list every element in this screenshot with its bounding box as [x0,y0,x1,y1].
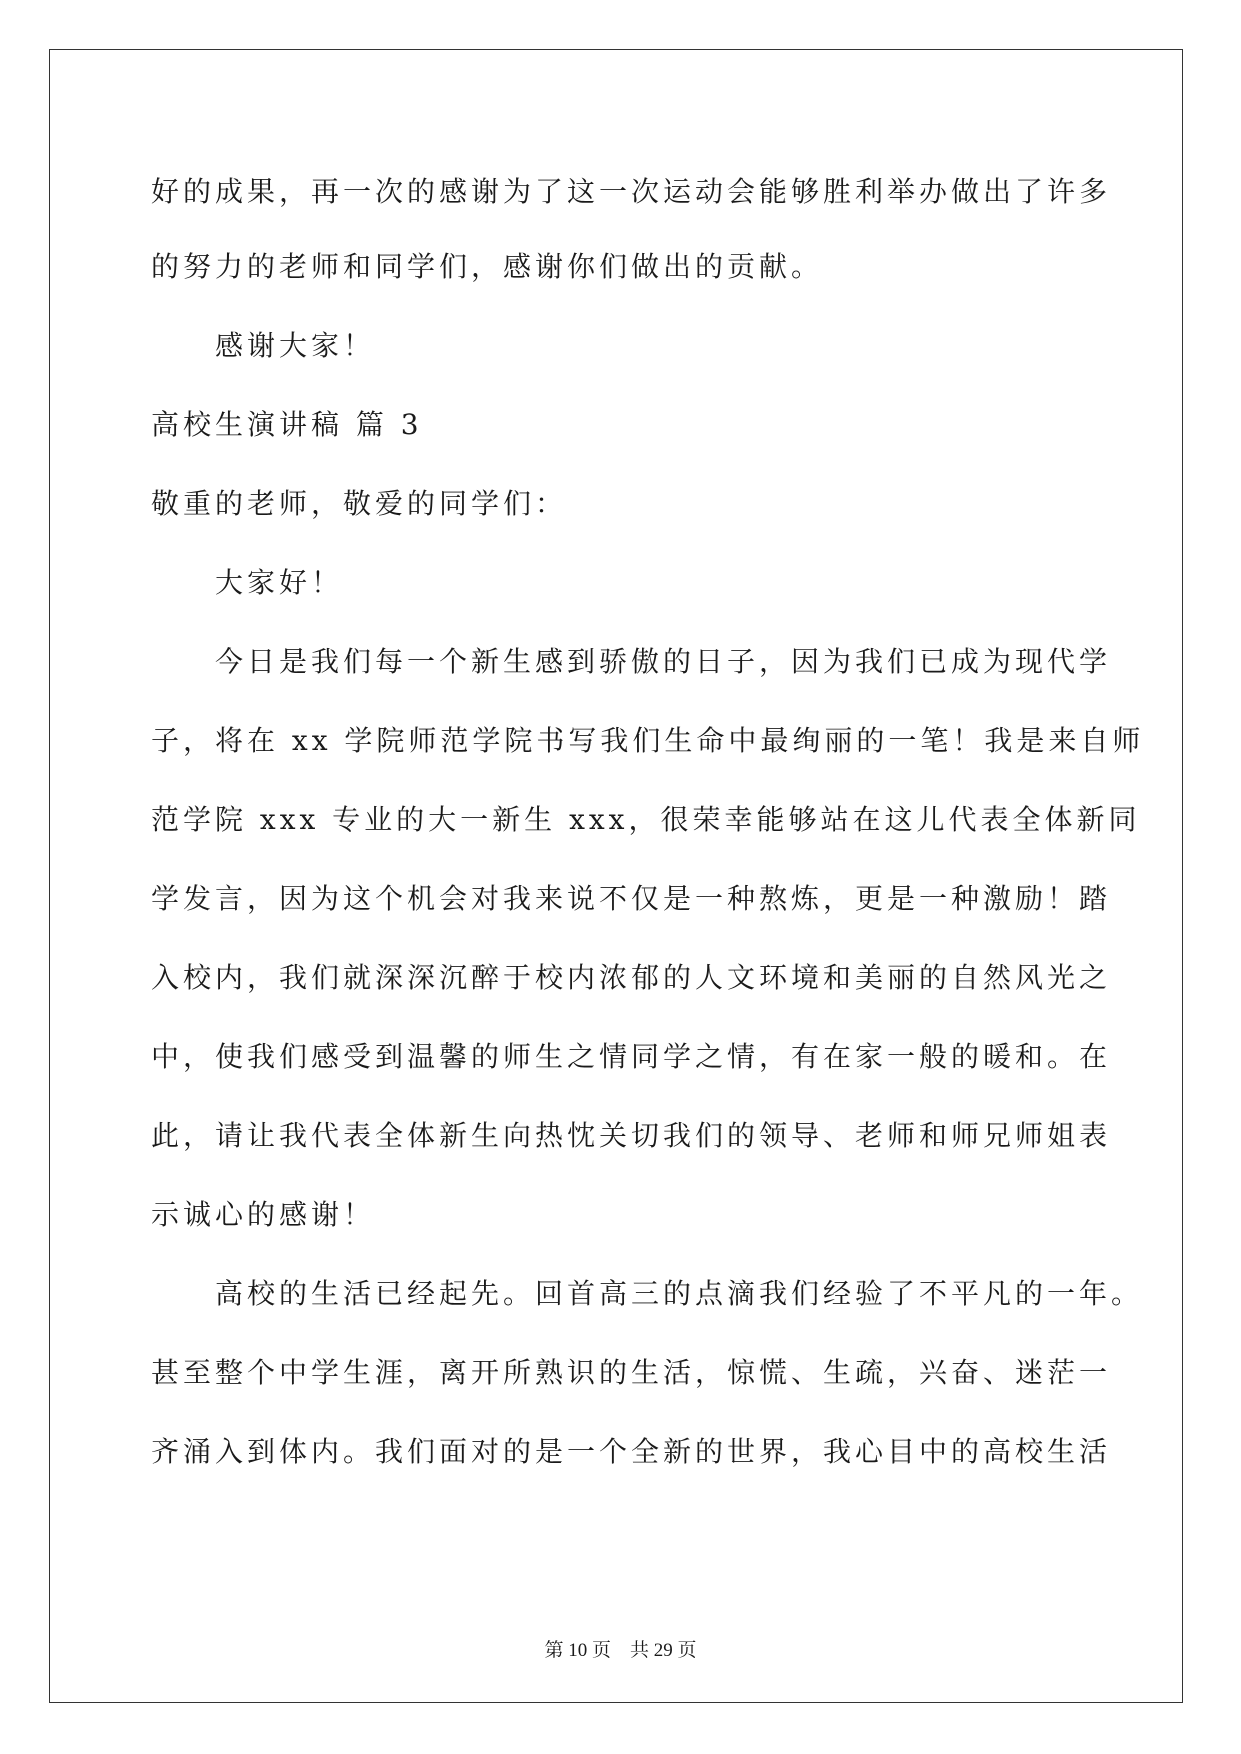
text-line-15: 高校的生活已经起先。回首高三的点滴我们经验了不平凡的一年。 [215,1277,1144,1310]
greeting: 大家好！ [215,566,344,599]
text-line-17: 齐涌入到体内。我们面对的是一个全新的世界，我心目中的高校生活 [151,1435,1112,1468]
page-number-footer: 第 10 页 共 29 页 [544,1640,697,1661]
closing-thanks: 感谢大家！ [215,329,376,362]
section-heading: 高校生演讲稿 篇 3 [151,408,423,441]
text-line-1: 好的成果，再一次的感谢为了这一次运动会能够胜利举办做出了许多 [151,175,1112,208]
document-body [151,156,1145,1491]
text-line-2: 的努力的老师和同学们，感谢你们做出的贡献。 [151,250,824,283]
text-line-12: 中，使我们感受到温馨的师生之情同学之情，有在家一般的暖和。在 [151,1040,1112,1073]
text-line-11: 入校内，我们就深深沉醉于校内浓郁的人文环境和美丽的自然风光之 [151,961,1112,994]
text-line-13: 此，请让我代表全体新生向热忱关切我们的领导、老师和师兄师姐表 [151,1119,1112,1152]
text-line-9: 范学院 xxx 专业的大一新生 xxx，很荣幸能够站在这儿代表全体新同 [151,803,1141,836]
salutation: 敬重的老师，敬爱的同学们： [151,487,568,520]
text-line-16: 甚至整个中学生涯，离开所熟识的生活，惊慌、生疏，兴奋、迷茫一 [151,1356,1112,1389]
text-line-14: 示诚心的感谢！ [151,1198,376,1231]
text-line-8: 子，将在 xx 学院师范学院书写我们生命中最绚丽的一笔！我是来自师 [151,724,1145,757]
text-line-10: 学发言，因为这个机会对我来说不仅是一种熬炼，更是一种激励！踏 [151,882,1112,915]
text-line-7: 今日是我们每一个新生感到骄傲的日子，因为我们已成为现代学 [215,645,1112,678]
